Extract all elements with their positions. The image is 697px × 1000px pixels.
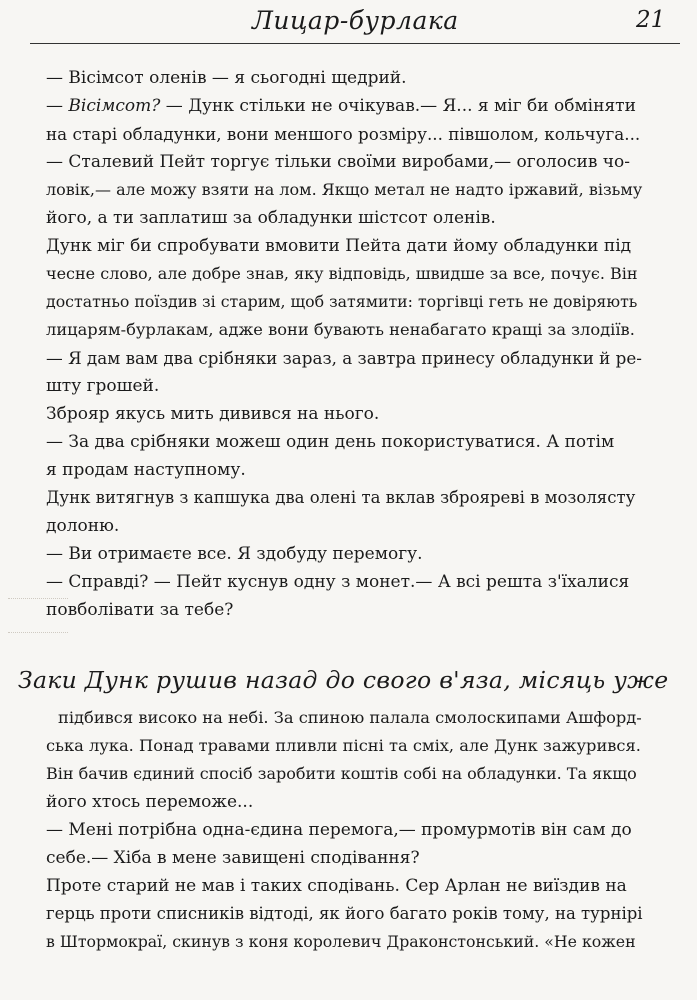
page-number: 21: [636, 7, 666, 33]
text-line: Проте старий не мав і таких сподівань. Сер Арлан не виїздив на: [46, 876, 627, 896]
text-line: його, а ти заплатиш за обладунки шістсот оленів.: [46, 208, 496, 228]
text-line: Дунк витягнув з капшука два олені та вклав зброяреві в мозолясту: [46, 488, 636, 507]
page-header: [30, 0, 680, 42]
text-line: повболівати за тебе?: [46, 600, 234, 620]
text-line: — Ви отримаєте все. Я здобуду перемогу.: [46, 544, 423, 564]
text-line: в Штормокраї, скинув з коня королевич Драконстонський. «Не кожен: [46, 932, 636, 951]
text-line: — Сталевий Пейт торгує тільки своїми виробами,— оголосив чо-: [46, 152, 631, 172]
text-line: — Справді? — Пейт куснув одну з монет.— А всі решта з'їхалися: [46, 572, 630, 592]
text-line: — За два срібняки можеш один день покористуватися. А потім: [46, 432, 615, 452]
text-line: — Мені потрібна одна-єдина перемога,— промурмотів він сам до: [46, 820, 632, 840]
text-line: я продам наступному.: [46, 460, 246, 480]
text-line: його хтось переможе...: [46, 792, 254, 812]
page-bleed-mark: [8, 632, 68, 634]
section-opening-line: Заки Дунк рушив назад до свого в'яза, місяць уже: [18, 666, 669, 694]
text-line: долоню.: [46, 516, 120, 536]
text-line: Зброяр якусь мить дивився на нього.: [46, 404, 380, 424]
text-line: ська лука. Понад травами пливли пісні та сміх, але Дунк зажурився.: [46, 736, 641, 755]
text-line: достатньо поїздив зі старим, щоб затямити: торгівці геть не довіряють: [46, 292, 638, 311]
text-line: себе.— Хіба в мене завищені сподівання?: [46, 848, 420, 868]
text-line: лицарям-бурлакам, адже вони бувають ненабагато кращі за злодіїв.: [46, 320, 635, 339]
text-line: — Вісімсот оленів — я сьогодні щедрий.: [46, 68, 407, 88]
text-line: герць проти списників відтоді, як його багато років тому, на турнірі: [46, 904, 643, 923]
text-line: ловік,— але можу взяти на лом. Якщо метал не надто іржавий, візьму: [46, 180, 643, 199]
header-rule: [30, 43, 680, 44]
text-line: підбився високо на небі. За спиною палала смолоскипами Ашфорд-: [58, 708, 642, 727]
text-line-italic-start: [46, 92, 643, 120]
body-text-top: [46, 64, 643, 624]
text-line: шту грошей.: [46, 376, 160, 396]
page-bleed-mark: [8, 598, 68, 600]
text-line: Дунк міг би спробувати вмовити Пейта дати йому обладунки під: [46, 236, 632, 256]
text-line: — Вісімсот? — Дунк стільки не очікував.— Я... я міг би обміняти: [46, 96, 636, 116]
text-line: Він бачив єдиний спосіб заробити коштів собі на обладунки. Та якщо: [46, 764, 637, 783]
text-line: на старі обладунки, вони меншого розміру... півшолом, кольчуга...: [46, 124, 641, 144]
text-line: чесне слово, але добре знав, яку відповідь, швидше за все, почує. Він: [46, 264, 638, 283]
text-line: — Я дам вам два срібняки зараз, а завтра принесу обладунки й ре-: [46, 348, 642, 368]
body-text-bottom: [46, 704, 643, 956]
running-title: Лицар-бурлака: [252, 6, 459, 35]
